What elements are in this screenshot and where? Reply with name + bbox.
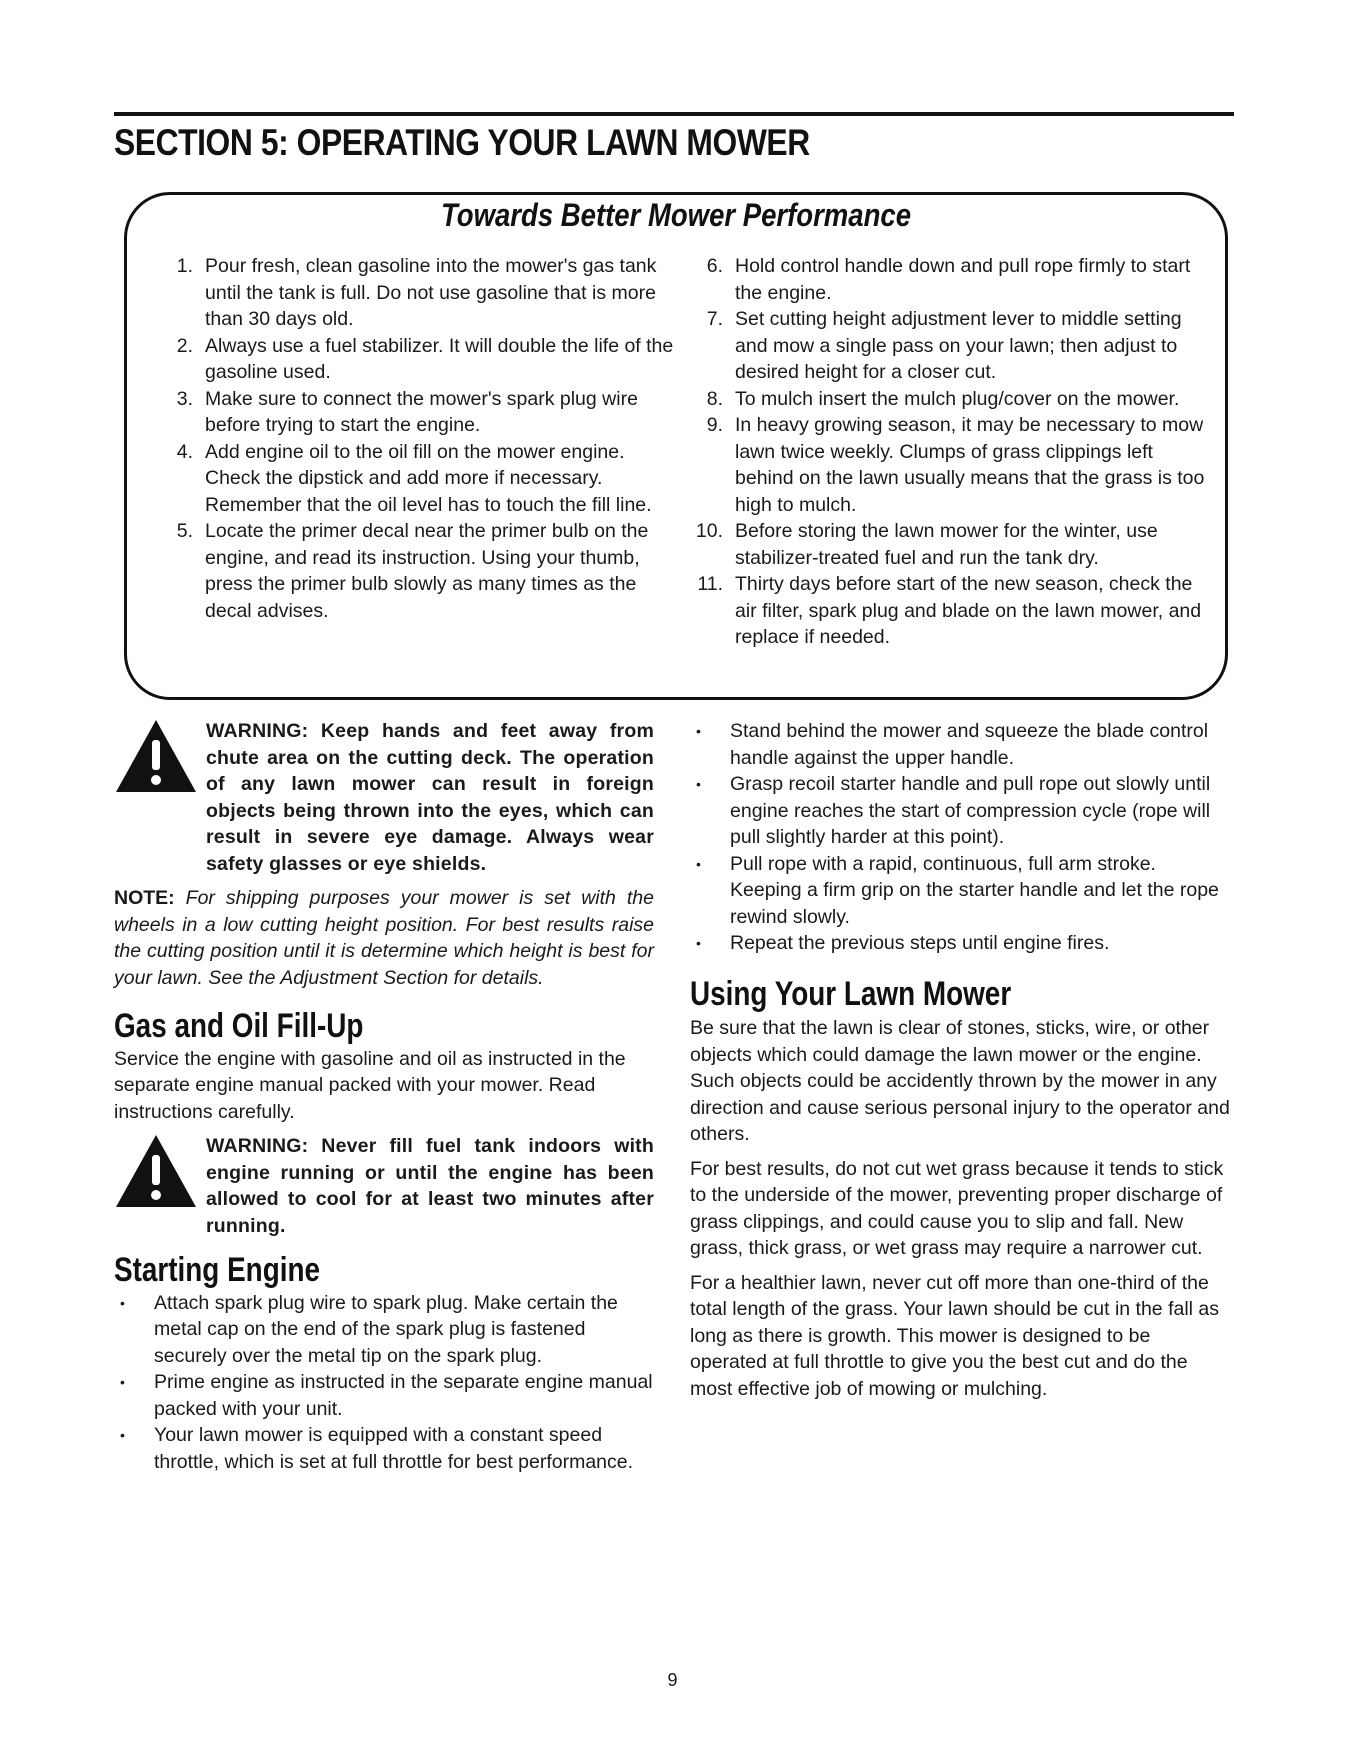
tip-item: 1. Pour fresh, clean gasoline into the mower's gas tank until the tank is full. Do not use gasoline that is more than 30 days old. — [155, 253, 685, 333]
using-text — [690, 1015, 1230, 1402]
tip-text: Add engine oil to the oil fill on the mower engine. Check the dipstick and add more if necessary. Remember that the oil level has to touch the fill line. — [205, 440, 652, 516]
starting-bullets-continued — [690, 718, 1230, 957]
page-number: 9 — [667, 1670, 678, 1690]
heading-gas-oil: Gas and Oil Fill-Up — [114, 1007, 364, 1045]
tip-text: Make sure to connect the mower's spark plug wire before trying to start the engine. — [205, 387, 638, 436]
list-item: • Attach spark plug wire to spark plug. Make certain the metal cap on the end of the spark plug is fastened securely over the metal tip on the spark plug. — [114, 1290, 654, 1370]
tip-item: 7. Set cutting height adjustment lever to middle setting and mow a single pass on your lawn; then adjust to desired height for a closer cut. — [685, 306, 1205, 386]
list-item: • Pull rope with a rapid, continuous, full arm stroke. Keeping a firm grip on the starter handle and let the rope rewind slowly. — [690, 851, 1230, 931]
tip-text: Locate the primer decal near the primer bulb on the engine, and read its instruction. Using your thumb, press the primer bulb slowly as many times as the decal advises. — [205, 520, 649, 622]
shipping-note — [114, 885, 654, 991]
tips-left-column — [155, 253, 685, 624]
tip-text: Pour fresh, clean gasoline into the mower's gas tank until the tank is full. Do not use gasoline that is more than 30 days old. — [205, 255, 657, 330]
tip-item: 11. Thirty days before start of the new season, check the air filter, spark plug and blade on the lawn mower, and replace if needed. — [685, 571, 1205, 651]
heading-using-mower: Using Your Lawn Mower — [690, 974, 1012, 1013]
tip-text: Set cutting height adjustment lever to middle setting and mow a single pass on your lawn; then adjust to desired height for a closer cut. — [735, 308, 1182, 383]
tip-text: In heavy growing season, it may be necessary to mow lawn twice weekly. Clumps of grass clippings left behind on the lawn usually means that the grass is too high to mulch. — [735, 414, 1205, 516]
tips-box — [124, 192, 1228, 700]
note-label: NOTE: — [114, 887, 175, 909]
warning-text: WARNING: Keep hands and feet away from chute area on the cutting deck. The operation of any lawn mower can result in foreign objects being thrown into the eyes, which can result in severe eye damage. Always wear safety glasses or eye shields. — [206, 720, 654, 875]
warning-triangle-icon — [114, 1133, 206, 1239]
top-rule — [114, 112, 1234, 116]
tip-text: Hold control handle down and pull rope firmly to start the engine. — [735, 255, 1191, 304]
heading-starting-engine: Starting Engine — [114, 1251, 321, 1289]
list-item: • Stand behind the mower and squeeze the blade control handle against the upper handle. — [690, 718, 1230, 771]
warning-chute — [114, 718, 654, 877]
paragraph: Be sure that the lawn is clear of stones, sticks, wire, or other objects which could damage the lawn mower or the engine. Such objects could be accidently thrown by the mower in any direction and cause serious personal injury to the operator and others. — [690, 1017, 1230, 1145]
tip-item: 3. Make sure to connect the mower's spark plug wire before trying to start the engine. — [155, 386, 685, 439]
list-item: • Repeat the previous steps until engine fires. — [690, 930, 1230, 957]
tip-text: Always use a fuel stabilizer. It will double the life of the gasoline used. — [205, 334, 674, 383]
paragraph: For best results, do not cut wet grass because it tends to stick to the underside of the mower, preventing proper discharge of grass clippings, and could cause you to slip and fall. New grass, thick grass, or wet grass may require a narrower cut. — [690, 1157, 1224, 1259]
tip-item: 4. Add engine oil to the oil fill on the mower engine. Check the dipstick and add more if necessary. Remember that the oil level has to touch the fill line. — [155, 439, 685, 519]
left-column — [114, 718, 654, 1475]
tip-item: 8. To mulch insert the mulch plug/cover on the mower. — [685, 386, 1205, 413]
warning-fuel — [114, 1133, 654, 1239]
tips-right-column — [685, 253, 1205, 651]
list-item: • Grasp recoil starter handle and pull rope out slowly until engine reaches the start of compression cycle (rope will pull slightly harder at this point). — [690, 771, 1230, 851]
gas-oil-text: Service the engine with gasoline and oil as instructed in the separate engine manual packed with your mower. Read instructions carefully. — [114, 1047, 626, 1123]
tip-text: Before storing the lawn mower for the winter, use stabilizer-treated fuel and run the tank dry. — [735, 520, 1158, 569]
warning-text: WARNING: Never fill fuel tank indoors with engine running or until the engine has been allowed to cool for at least two minutes after running. — [206, 1135, 654, 1237]
starting-bullets — [114, 1290, 654, 1476]
tip-item: 9. In heavy growing season, it may be necessary to mow lawn twice weekly. Clumps of grass clippings left behind on the lawn usually means that the grass is too high to mulch. — [685, 412, 1205, 518]
tip-item: 5. Locate the primer decal near the primer bulb on the engine, and read its instruction. Using your thumb, press the primer bulb slowly as many times as the decal advises. — [155, 518, 685, 624]
tip-text: To mulch insert the mulch plug/cover on the mower. — [735, 387, 1180, 410]
paragraph: For a healthier lawn, never cut off more than one-third of the total length of the grass. Your lawn should be cut in the fall as long as there is growth. This mower is designed to be operated at full throttle to give you the best cut and do the most effective job of mowing or mulching. — [690, 1271, 1220, 1400]
tip-item: 2. Always use a fuel stabilizer. It will double the life of the gasoline used. — [155, 333, 685, 386]
tip-text: Thirty days before start of the new season, check the air filter, spark plug and blade on the lawn mower, and replace if needed. — [735, 573, 1202, 648]
section-title: SECTION 5: OPERATING YOUR LAWN MOWER — [114, 122, 810, 163]
right-column — [690, 718, 1230, 1410]
tip-item: 6. Hold control handle down and pull rope firmly to start the engine. — [685, 253, 1205, 306]
tips-title: Towards Better Mower Performance — [440, 197, 911, 233]
list-item: • Prime engine as instructed in the separate engine manual packed with your unit. — [114, 1369, 654, 1422]
tip-item: 10. Before storing the lawn mower for the winter, use stabilizer-treated fuel and run the tank dry. — [685, 518, 1205, 571]
warning-triangle-icon — [114, 718, 206, 877]
note-text: For shipping purposes your mower is set with the wheels in a low cutting height position. For best results raise the cutting position until it is determine which height is best for your lawn. See the Adjustment Section for details. — [114, 887, 655, 989]
list-item: • Your lawn mower is equipped with a constant speed throttle, which is set at full throttle for best performance. — [114, 1422, 654, 1475]
